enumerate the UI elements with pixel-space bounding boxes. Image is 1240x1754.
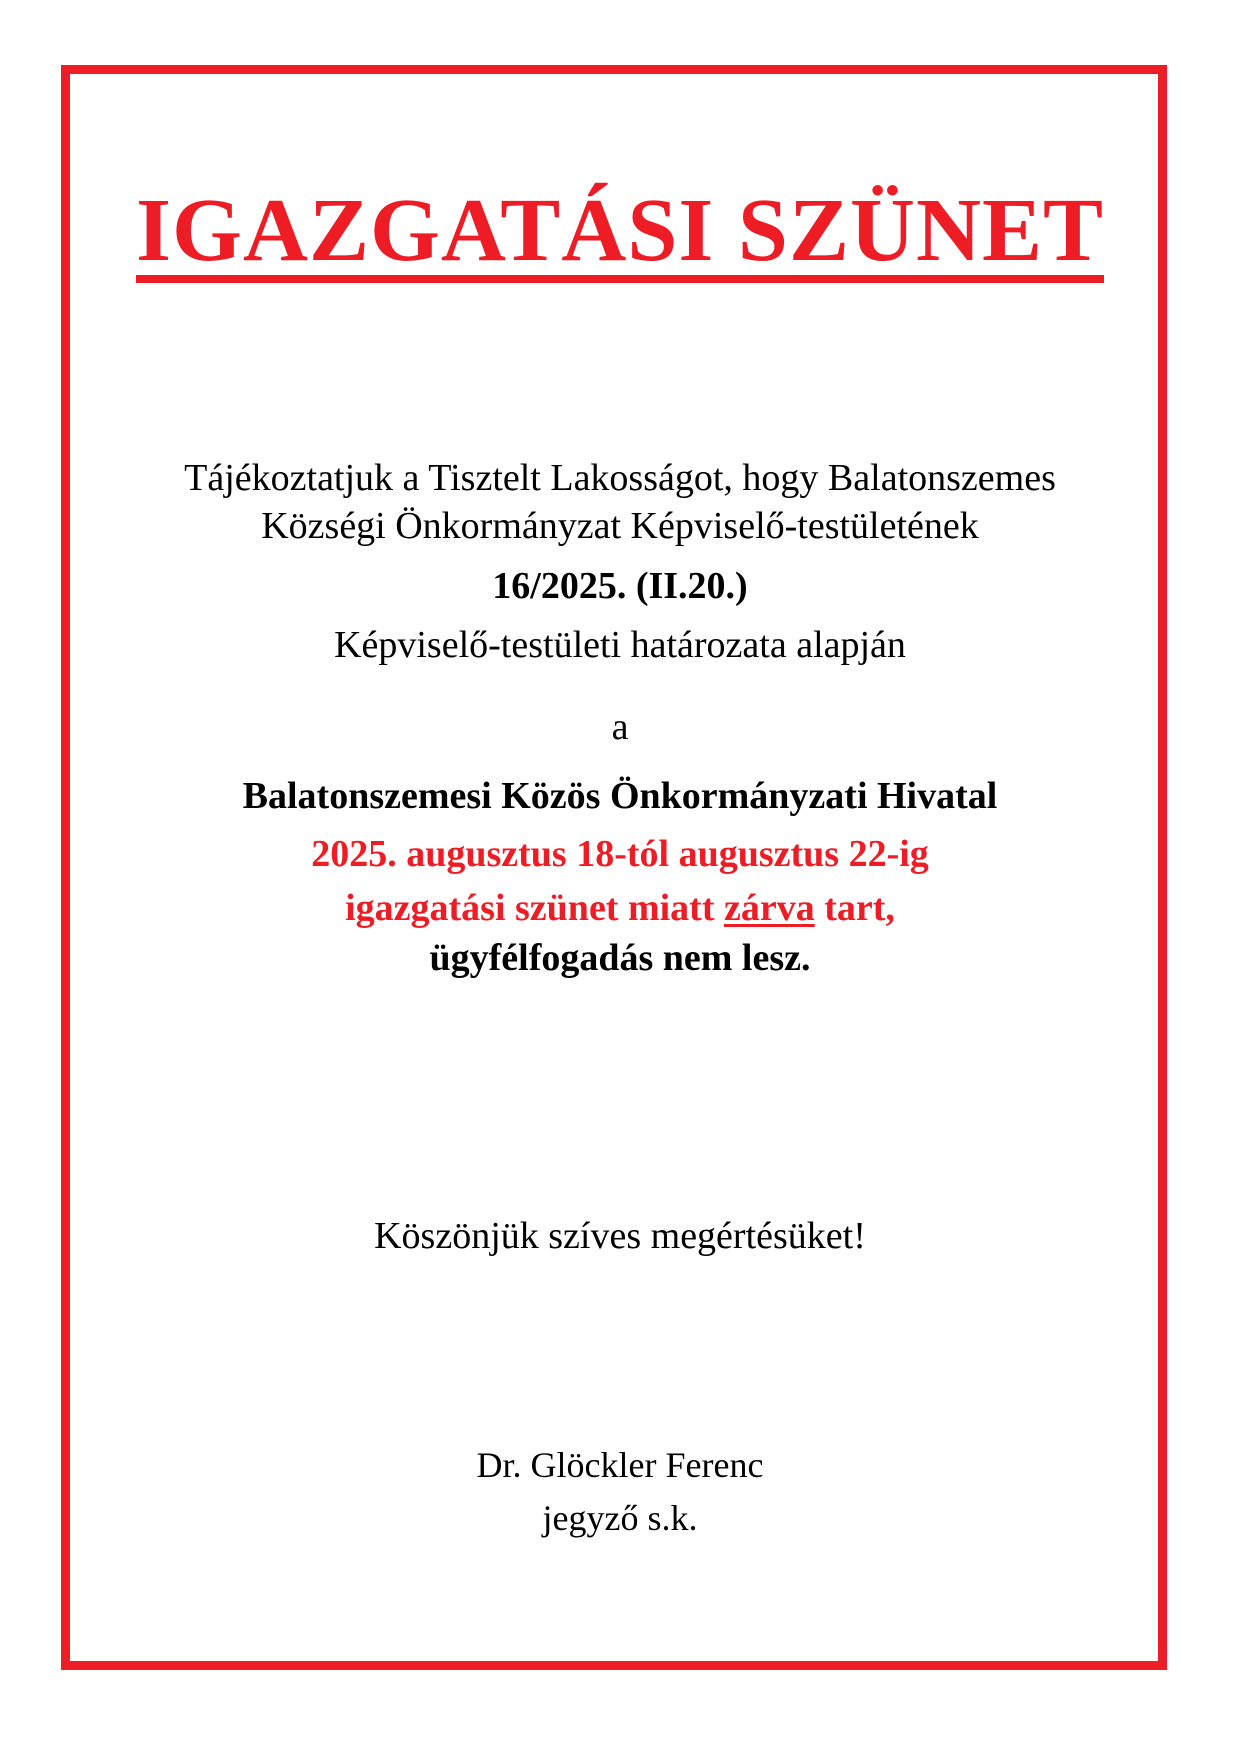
no-reception-note: ügyfélfogadás nem lesz. [429,937,811,979]
notice-title-text: IGAZGATÁSI SZÜNET [136,187,1104,283]
signer-title: jegyző s.k. [542,1498,698,1538]
resolution-number: 16/2025. (II.20.) [492,565,748,607]
signer-name: Dr. Glöckler Ferenc [476,1445,764,1485]
notice-title [0,176,1240,286]
closure-period: 2025. augusztus 18-tól augusztus 22-ig [311,833,929,875]
closure-statement-start: igazgatási szünet miatt [345,887,724,929]
resolution-text: Képviselő-testületi határozata alapján [334,624,906,666]
article-a: a [611,706,629,748]
closed-word: zárva [723,887,815,929]
closure-statement [0,885,1240,931]
intro-line-2: Községi Önkormányzat Képviselő-testületének [261,505,979,547]
thanks-line: Köszönjük szíves megértésüket! [374,1215,866,1257]
office-name: Balatonszemesi Közös Önkormányzati Hivatal [242,775,998,817]
closure-statement-end: tart, [814,887,895,929]
intro-line-1: Tájékoztatjuk a Tisztelt Lakosságot, hogy Balatonszemes [184,457,1056,499]
